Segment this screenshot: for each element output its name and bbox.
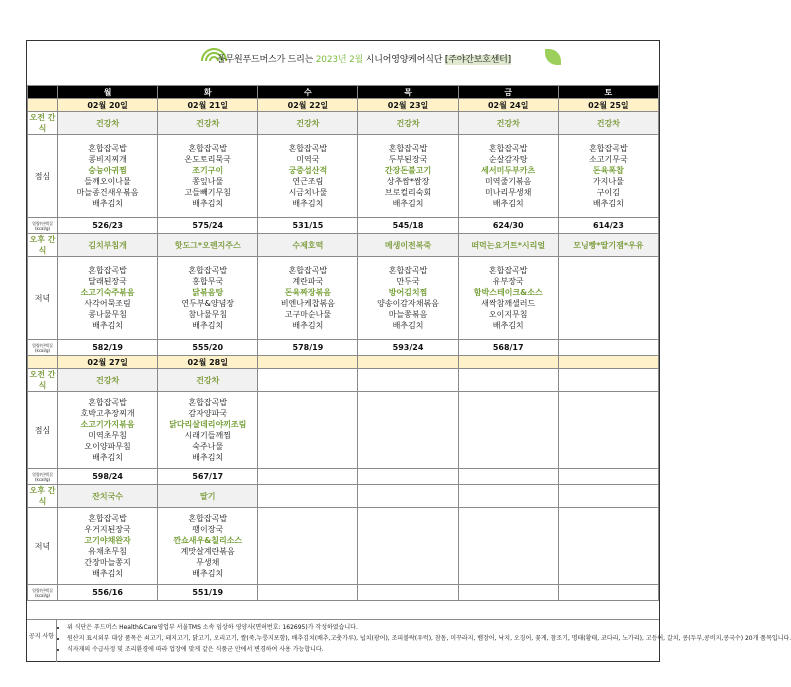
day-header: 월 (58, 86, 158, 99)
afternoon-snack-label: 오후 간식 (28, 485, 58, 508)
dish: 새싹참깨샐러드 (481, 299, 536, 308)
dish: 혼합잡곡밥 (188, 266, 228, 275)
dish: 상추쌈*쌈장 (386, 177, 430, 186)
morning-snack-row (28, 369, 659, 392)
lunch-label: 점심 (28, 135, 58, 218)
dish: 소고기숙주볶음 (80, 288, 135, 297)
lunch-cell (458, 392, 558, 469)
dish: 돈육짜장볶음 (284, 288, 332, 297)
morning-snack-label: 오전 간식 (28, 369, 58, 392)
dinner-kcal-row (28, 340, 659, 356)
kcal-value: 526/23 (58, 218, 158, 234)
dish: 돈육폭찹 (592, 166, 624, 175)
afternoon-snack (558, 485, 658, 508)
lunch-cell (358, 135, 458, 218)
dish: 우거지된장국 (84, 525, 131, 534)
lunch-cell (58, 135, 158, 218)
dish: 미역줄기볶음 (485, 177, 532, 186)
menu-table (27, 85, 659, 601)
dish: 달래된장국 (88, 277, 127, 286)
lunch-cell (158, 392, 258, 469)
lunch-row (28, 392, 659, 469)
kcal-value: 555/20 (158, 340, 258, 356)
kcal-value (458, 469, 558, 485)
date-cell: 02월 25일 (558, 99, 658, 112)
morning-snack: 건강차 (58, 369, 158, 392)
morning-snack: 건강차 (58, 112, 158, 135)
afternoon-snack: 김치부침개 (58, 234, 158, 257)
kcal-value (258, 585, 358, 601)
date-cell (358, 356, 458, 369)
afternoon-snack-label: 오후 간식 (28, 234, 58, 257)
page-title (217, 52, 511, 65)
dish: 배추김치 (192, 453, 224, 462)
note-item: • 원산지 표시외부 대상 품목은 쇠고기, 돼지고기, 닭고기, 오리고기, 쌀(죽,누룽지포함), 배추김치(배추,고춧가루), 넙치(광어), 조피볼락(우럭), 참돔, 미꾸라지, 뱀장어, 낙지, 오징어, 꽃게, 참조기, 명태(황태, 코다리, 노가리), 고등어, 갈치, 콩(두부,콩비지,콩국수) 20개 품목입니다. (67, 633, 791, 644)
dish: 소고기무국 (589, 155, 628, 164)
dish: 배추김치 (592, 199, 624, 208)
kcal-value (558, 585, 658, 601)
kcal-value: 551/19 (158, 585, 258, 601)
dish: 소고기가지볶음 (80, 420, 135, 429)
dish: 깐쇼새우&칠리소스 (173, 536, 243, 545)
lunch-label: 점심 (28, 392, 58, 469)
dish: 미역국 (296, 155, 320, 164)
title-middle: 시니어영양케어식단 (365, 55, 443, 65)
afternoon-snack: 잔치국수 (58, 485, 158, 508)
afternoon-snack (458, 485, 558, 508)
dish: 혼합잡곡밥 (488, 266, 528, 275)
morning-snack: 건강차 (158, 112, 258, 135)
kcal-value (358, 585, 458, 601)
dish: 순살감자탕 (488, 155, 528, 164)
dish: 유채초무침 (88, 547, 127, 556)
dinner-cell (58, 257, 158, 340)
kcal-value (558, 340, 658, 356)
dish: 시래기들깨찜 (184, 431, 231, 440)
note-item: • 식자재의 수급사정 및 조리환경에 따라 업장에 맞게 같은 식품군 안에서 변경하여 사용 가능합니다. (67, 644, 791, 655)
kcal-value (558, 469, 658, 485)
dish: 혼합잡곡밥 (188, 144, 228, 153)
dish: 닭볶음탕 (192, 288, 224, 297)
dish: 계란파국 (292, 277, 324, 286)
dish: 배추김치 (92, 453, 124, 462)
dish: 혼합잡곡밥 (88, 144, 127, 153)
dish: 혼합잡곡밥 (388, 144, 428, 153)
morning-snack (458, 369, 558, 392)
kcal-label: 열량/단백질(kcal/g) (28, 218, 58, 234)
dinner-cell (458, 508, 558, 585)
date-cell (558, 356, 658, 369)
dish: 들깨오이나물 (84, 177, 131, 186)
dish: 콩비지찌개 (88, 155, 127, 164)
afternoon-snack: 떠먹는요거트*시리얼 (458, 234, 558, 257)
date-cell: 02월 28일 (158, 356, 258, 369)
notes-label: 공지 사항 (27, 620, 57, 662)
dish: 혼합잡곡밥 (88, 514, 127, 523)
afternoon-snack: 수제호떡 (258, 234, 358, 257)
lunch-cell (258, 392, 358, 469)
kcal-value (458, 585, 558, 601)
kcal-label: 열량/단백질(kcal/g) (28, 340, 58, 356)
dish: 혼합잡곡밥 (88, 266, 127, 275)
dish: 비엔나케찹볶음 (280, 299, 335, 308)
dish: 혼합잡곡밥 (188, 398, 228, 407)
dinner-label: 저녁 (28, 257, 58, 340)
note-item: • 위 식단은 푸드머스 Health&Care영업부 서울TMS 소속 임상하 영양사(면허번호: 162695)가 작성하였습니다. (67, 622, 791, 633)
lunch-cell (358, 392, 458, 469)
title-center: [주야간보호센터] (444, 55, 511, 65)
dish: 고들빼기무침 (184, 188, 231, 197)
dish: 숭늉아귀찜 (88, 166, 127, 175)
date-cell: 02월 20일 (58, 99, 158, 112)
dish: 배추김치 (392, 199, 424, 208)
dish: 고구마순나물 (284, 310, 332, 319)
lunch-row (28, 135, 659, 218)
kcal-value: 556/16 (58, 585, 158, 601)
kcal-value: 582/19 (58, 340, 158, 356)
dinner-cell (258, 257, 358, 340)
afternoon-snack-row (28, 485, 659, 508)
dish: 브로컬리숙회 (384, 188, 432, 197)
dinner-cell (358, 257, 458, 340)
dish: 배추김치 (192, 199, 224, 208)
day-header-row (28, 86, 659, 99)
kcal-value: 578/19 (258, 340, 358, 356)
afternoon-snack: 모닝빵*딸기잼*우유 (558, 234, 658, 257)
morning-snack: 건강차 (258, 112, 358, 135)
dish: 조기구이 (192, 166, 224, 175)
kcal-value: 568/17 (458, 340, 558, 356)
notes-list (59, 622, 791, 655)
morning-snack (558, 369, 658, 392)
dish: 호박고추장찌개 (80, 409, 135, 418)
dish: 닭다리살데리야끼조림 (169, 420, 247, 429)
day-header: 수 (258, 86, 358, 99)
dish: 콩나물무침 (88, 310, 127, 319)
dish: 궁중섭산적 (288, 166, 328, 175)
kcal-value: 624/30 (458, 218, 558, 234)
dish: 유부장국 (492, 277, 524, 286)
lunch-cell (58, 392, 158, 469)
dish: 쫑잎나물 (192, 177, 224, 186)
day-header: 화 (158, 86, 258, 99)
date-cell: 02월 27일 (58, 356, 158, 369)
dish: 시금치나물 (288, 188, 328, 197)
title-year: 2023년 (315, 55, 347, 65)
dish: 혼합잡곡밥 (188, 514, 228, 523)
dish: 팽이장국 (192, 525, 224, 534)
date-blank (28, 356, 58, 369)
dish: 마늘종건새우볶음 (76, 188, 139, 197)
dish: 배추김치 (192, 569, 224, 578)
dish: 배추김치 (92, 199, 124, 208)
title-prefix: 풀무원푸드머스가 드리는 (217, 55, 314, 65)
dish: 간장마늘쫑지 (84, 558, 131, 567)
dish: 연근조림 (292, 177, 324, 186)
dish: 혼합잡곡밥 (288, 266, 328, 275)
dish: 숙주나물 (192, 442, 224, 451)
dinner-row (28, 508, 659, 585)
notes-section (27, 619, 791, 662)
afternoon-snack: 딸기 (158, 485, 258, 508)
dinner-cell (558, 508, 658, 585)
lunch-kcal-row (28, 469, 659, 485)
date-blank (28, 99, 58, 112)
morning-snack (258, 369, 358, 392)
day-header: 목 (358, 86, 458, 99)
lunch-cell (558, 135, 658, 218)
morning-snack: 건강차 (358, 112, 458, 135)
dish: 혼합잡곡밥 (388, 266, 428, 275)
title-bar (27, 41, 659, 67)
kcal-value (358, 469, 458, 485)
dish: 배추김치 (492, 199, 524, 208)
kcal-value: 545/18 (358, 218, 458, 234)
dish: 배추김치 (192, 321, 224, 330)
afternoon-snack (358, 485, 458, 508)
morning-snack: 건강차 (458, 112, 558, 135)
dinner-label: 저녁 (28, 508, 58, 585)
dish: 배추김치 (92, 569, 124, 578)
dinner-cell (158, 257, 258, 340)
dish: 연두부&양념장 (181, 299, 235, 308)
menu-sheet (26, 40, 791, 662)
morning-snack-label: 오전 간식 (28, 112, 58, 135)
morning-snack-row (28, 112, 659, 135)
dish: 미나리무생채 (485, 188, 532, 197)
date-row (28, 99, 659, 112)
dish: 혼합잡곡밥 (488, 144, 528, 153)
afternoon-snack: 메생이전복죽 (358, 234, 458, 257)
kcal-value: 593/24 (358, 340, 458, 356)
dish: 감자양파국 (188, 409, 228, 418)
afternoon-snack: 핫도그*오렌지주스 (158, 234, 258, 257)
dish: 온도토리묵국 (184, 155, 231, 164)
dish: 두부된장국 (388, 155, 428, 164)
morning-snack (358, 369, 458, 392)
dish: 혼합잡곡밥 (589, 144, 628, 153)
kcal-value: 567/17 (158, 469, 258, 485)
dish: 구이김 (596, 188, 620, 197)
dish: 오이지무침 (488, 310, 528, 319)
kcal-value (258, 469, 358, 485)
lunch-cell (158, 135, 258, 218)
dinner-cell (258, 508, 358, 585)
kcal-value: 575/24 (158, 218, 258, 234)
dish: 배추김치 (292, 199, 324, 208)
date-cell (258, 356, 358, 369)
date-cell: 02월 22일 (258, 99, 358, 112)
afternoon-snack (258, 485, 358, 508)
dish: 간장돈불고기 (384, 166, 432, 175)
dish: 홍합무국 (192, 277, 224, 286)
dinner-cell (458, 257, 558, 340)
dinner-kcal-row (28, 585, 659, 601)
date-cell: 02월 24일 (458, 99, 558, 112)
dish: 마늘쫑볶음 (388, 310, 428, 319)
date-cell (458, 356, 558, 369)
leaf-icon (545, 49, 561, 65)
day-header: 금 (458, 86, 558, 99)
morning-snack: 건강차 (558, 112, 658, 135)
dish: 미역초무침 (88, 431, 127, 440)
morning-snack: 건강차 (158, 369, 258, 392)
kcal-value: 598/24 (58, 469, 158, 485)
dish: 참나물무침 (188, 310, 228, 319)
dinner-cell (158, 508, 258, 585)
lunch-cell (558, 392, 658, 469)
dish: 혼합잡곡밥 (288, 144, 328, 153)
date-cell: 02월 21일 (158, 99, 258, 112)
dinner-cell (558, 257, 658, 340)
dish: 사각어묵조림 (84, 299, 131, 308)
dish: 오이양파무침 (84, 442, 131, 451)
dish: 무생채 (196, 558, 220, 567)
lunch-cell (258, 135, 358, 218)
dish: 함박스테이크&소스 (473, 288, 543, 297)
dish: 혼합잡곡밥 (88, 398, 127, 407)
kcal-value: 614/23 (558, 218, 658, 234)
dish: 방어김치찜 (388, 288, 428, 297)
dish: 양송이감자채볶음 (377, 299, 439, 308)
dinner-cell (358, 508, 458, 585)
dish: 고기야채완자 (84, 536, 131, 545)
dinner-row (28, 257, 659, 340)
kcal-value: 531/15 (258, 218, 358, 234)
dish: 배추김치 (292, 321, 324, 330)
afternoon-snack-row (28, 234, 659, 257)
kcal-label: 열량/단백질(kcal/g) (28, 469, 58, 485)
dish: 배추김치 (492, 321, 524, 330)
lunch-kcal-row (28, 218, 659, 234)
day-header: 토 (558, 86, 658, 99)
day-header-blank (28, 86, 58, 99)
dish: 가지나물 (592, 177, 624, 186)
date-cell: 02월 23일 (358, 99, 458, 112)
dish: 세서미두부카츠 (481, 166, 536, 175)
kcal-label: 열량/단백질(kcal/g) (28, 585, 58, 601)
title-month: 2월 (349, 55, 364, 65)
dish: 만두국 (396, 277, 420, 286)
dish: 배추김치 (392, 321, 424, 330)
dinner-cell (58, 508, 158, 585)
dish: 배추김치 (92, 321, 124, 330)
lunch-cell (458, 135, 558, 218)
dish: 계맛살계란볶음 (180, 547, 235, 556)
date-row (28, 356, 659, 369)
